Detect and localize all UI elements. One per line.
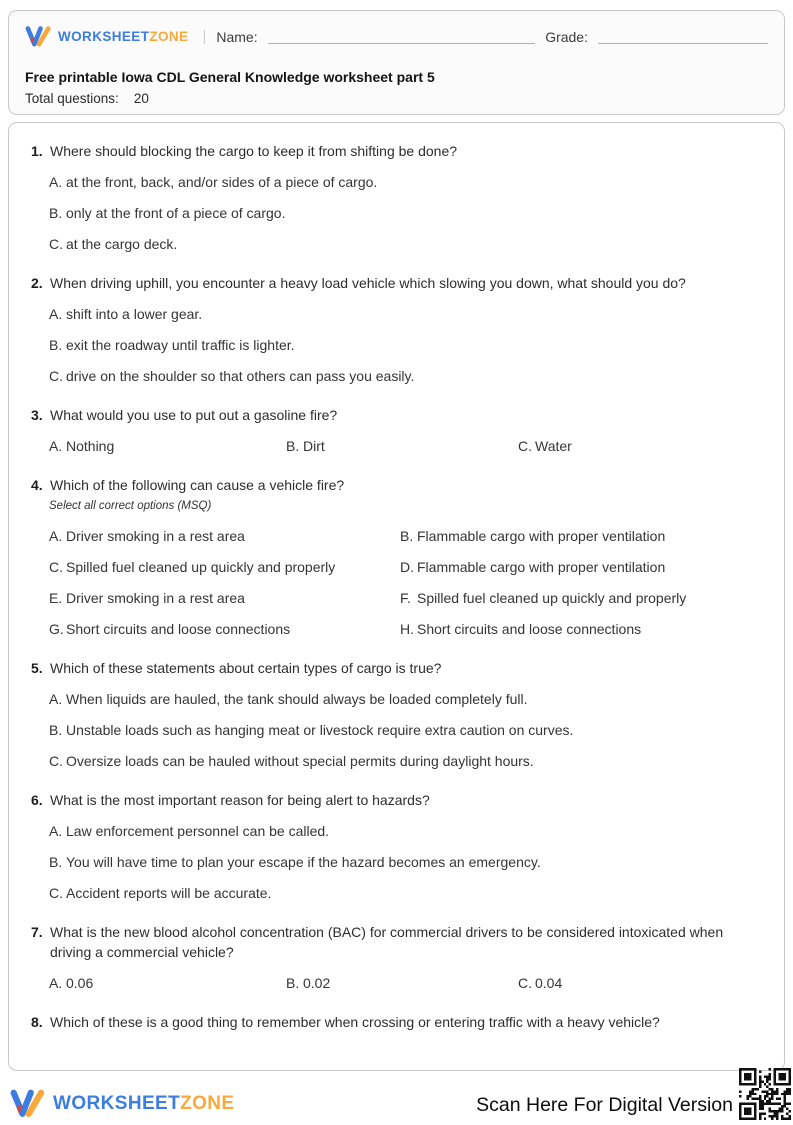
option: [49, 203, 750, 223]
option-text: Water: [535, 438, 572, 454]
question: [31, 273, 750, 386]
questions-card: [8, 122, 785, 1071]
question: [31, 475, 750, 639]
option-text: only at the front of a piece of cargo.: [66, 205, 286, 221]
question-text: What is the new blood alcohol concentration (BAC) for commercial drivers to be considered intoxicated when driving a commercial vehicle?: [50, 924, 724, 960]
worksheetzone-logo-icon: [10, 1088, 46, 1119]
option: [400, 588, 750, 608]
worksheetzone-logo-icon: [25, 25, 52, 48]
option: [49, 526, 400, 546]
question-note: Select all correct options (MSQ): [49, 500, 212, 512]
question-text: When driving uphill, you encounter a heavy load vehicle which slowing you down, what should you do?: [50, 275, 686, 291]
total-questions-label: Total questions:: [25, 91, 119, 106]
option-letter: F.: [400, 590, 411, 606]
question-list: [31, 141, 750, 1032]
option-letter: A.: [49, 306, 63, 322]
brand-word-zone: ZONE: [149, 29, 189, 44]
option-letter: C.: [49, 753, 63, 769]
option-text: Flammable cargo with proper ventilation: [417, 559, 666, 575]
grade-label: Grade:: [545, 28, 588, 45]
question-text: Which of these statements about certain types of cargo is true?: [50, 660, 442, 676]
option-letter: B.: [49, 205, 63, 221]
question-number: 1.: [31, 143, 43, 159]
option: [49, 852, 750, 872]
question-text: Where should blocking the cargo to keep it from shifting be done?: [50, 143, 458, 159]
option-text: at the cargo deck.: [66, 236, 178, 252]
name-label: Name:: [216, 28, 258, 45]
option-letter: C.: [49, 236, 63, 252]
option-text: When liquids are hauled, the tank should always be loaded completely full.: [66, 691, 528, 707]
option-group: [49, 172, 750, 254]
option: [49, 689, 750, 709]
brand-wordmark: [53, 1093, 235, 1115]
option-letter: B.: [49, 722, 63, 738]
option-text: Driver smoking in a rest area: [66, 590, 245, 606]
option: [49, 366, 750, 386]
option-letter: B.: [49, 337, 63, 353]
option-letter: A.: [49, 438, 63, 454]
option-text: Flammable cargo with proper ventilation: [417, 528, 666, 544]
question: [31, 1012, 750, 1032]
option-text: Dirt: [303, 438, 325, 454]
option-letter: A.: [49, 691, 63, 707]
option-text: You will have time to plan your escape if the hazard becomes an emergency.: [66, 854, 541, 870]
option-letter: C.: [49, 368, 63, 384]
brand-word-worksheet: WORKSHEET: [58, 29, 150, 44]
option: [49, 720, 750, 740]
option-text: Law enforcement personnel can be called.: [66, 823, 330, 839]
total-questions-row: [25, 91, 768, 106]
brand-wordmark: [58, 29, 188, 44]
option: [49, 751, 750, 771]
option-letter: C.: [49, 885, 63, 901]
footer-brand-logo: [10, 1088, 235, 1119]
option-letter: A.: [49, 174, 63, 190]
option: [49, 821, 750, 841]
name-blank-line: [268, 29, 536, 44]
grade-blank-line: [598, 29, 768, 44]
option: [49, 883, 750, 903]
option: [49, 436, 286, 456]
option-group: [49, 973, 750, 993]
option: [518, 436, 750, 456]
question-head: [31, 273, 750, 293]
option-group: [49, 821, 750, 903]
option-letter: C.: [518, 975, 532, 991]
qr-code-image: [739, 1068, 791, 1120]
question-text: Which of these is a good thing to remember when crossing or entering traffic with a heavy vehicle?: [50, 1014, 660, 1030]
option: [49, 335, 750, 355]
question-head: [31, 922, 750, 962]
question-head: [31, 405, 750, 425]
option-letter: G.: [49, 621, 64, 637]
option: [49, 234, 750, 254]
question: [31, 405, 750, 456]
option-text: Spilled fuel cleaned up quickly and properly: [66, 559, 336, 575]
separator-bar: |: [202, 28, 207, 45]
question-number: 5.: [31, 660, 43, 676]
option-text: Spilled fuel cleaned up quickly and properly: [417, 590, 687, 606]
option-group: [49, 689, 750, 771]
option-text: 0.06: [66, 975, 94, 991]
worksheet-title: Free printable Iowa CDL General Knowledge worksheet part 5: [25, 69, 435, 85]
option-letter: D.: [400, 559, 414, 575]
option-letter: A.: [49, 823, 63, 839]
option-letter: B.: [49, 854, 63, 870]
option-text: Unstable loads such as hanging meat or livestock require extra caution on curves.: [66, 722, 574, 738]
option-text: Accident reports will be accurate.: [66, 885, 272, 901]
option: [400, 557, 750, 577]
option: [49, 172, 750, 192]
question-text: Which of the following can cause a vehicle fire?: [50, 477, 345, 493]
option-text: exit the roadway until traffic is lighter.: [66, 337, 295, 353]
option: [49, 588, 400, 608]
option: [400, 526, 750, 546]
option-text: drive on the shoulder so that others can pass you easily.: [66, 368, 415, 384]
scan-here-label: Scan Here For Digital Version: [476, 1094, 733, 1116]
option-text: 0.02: [303, 975, 331, 991]
option-letter: A.: [49, 975, 63, 991]
question: [31, 922, 750, 993]
header-row: [25, 25, 768, 48]
option-text: 0.04: [535, 975, 563, 991]
option-text: shift into a lower gear.: [66, 306, 203, 322]
option: [49, 619, 400, 639]
question-head: [31, 790, 750, 810]
question-number: 8.: [31, 1014, 43, 1030]
option-group: [49, 436, 750, 456]
option-letter: C.: [518, 438, 532, 454]
question-head: [31, 1012, 750, 1032]
question-number: 7.: [31, 924, 43, 940]
question-text: What would you use to put out a gasoline fire?: [50, 407, 338, 423]
option: [518, 973, 750, 993]
total-questions-value: 20: [133, 91, 149, 106]
option-letter: A.: [49, 528, 63, 544]
question-number: 2.: [31, 275, 43, 291]
option-text: Oversize loads can be hauled without special permits during daylight hours.: [66, 753, 534, 769]
brand-word-zone: ZONE: [180, 1092, 235, 1114]
question: [31, 658, 750, 771]
question-number: 6.: [31, 792, 43, 808]
option-text: at the front, back, and/or sides of a piece of cargo.: [66, 174, 378, 190]
brand-word-worksheet: WORKSHEET: [53, 1092, 181, 1114]
question-text: What is the most important reason for being alert to hazards?: [50, 792, 430, 808]
option-text: Short circuits and loose connections: [66, 621, 291, 637]
question-head: [31, 475, 750, 495]
question: [31, 141, 750, 254]
option-text: Short circuits and loose connections: [417, 621, 642, 637]
question-number: 4.: [31, 477, 43, 493]
option: [49, 304, 750, 324]
option: [286, 973, 518, 993]
question-head: [31, 141, 750, 161]
option-text: Nothing: [66, 438, 115, 454]
option: [49, 557, 400, 577]
option-group: [49, 304, 750, 386]
question-number: 3.: [31, 407, 43, 423]
option-text: Driver smoking in a rest area: [66, 528, 245, 544]
option-letter: H.: [400, 621, 414, 637]
question-head: [31, 658, 750, 678]
question: [31, 790, 750, 903]
header-card: [8, 10, 785, 115]
qr-code: [739, 1068, 791, 1120]
option-letter: B.: [286, 438, 300, 454]
option: [49, 973, 286, 993]
option-letter: B.: [286, 975, 300, 991]
option-letter: C.: [49, 559, 63, 575]
option: [286, 436, 518, 456]
brand-logo: [25, 25, 188, 48]
option-letter: B.: [400, 528, 414, 544]
option-letter: E.: [49, 590, 63, 606]
option: [400, 619, 750, 639]
option-group: [49, 526, 750, 639]
